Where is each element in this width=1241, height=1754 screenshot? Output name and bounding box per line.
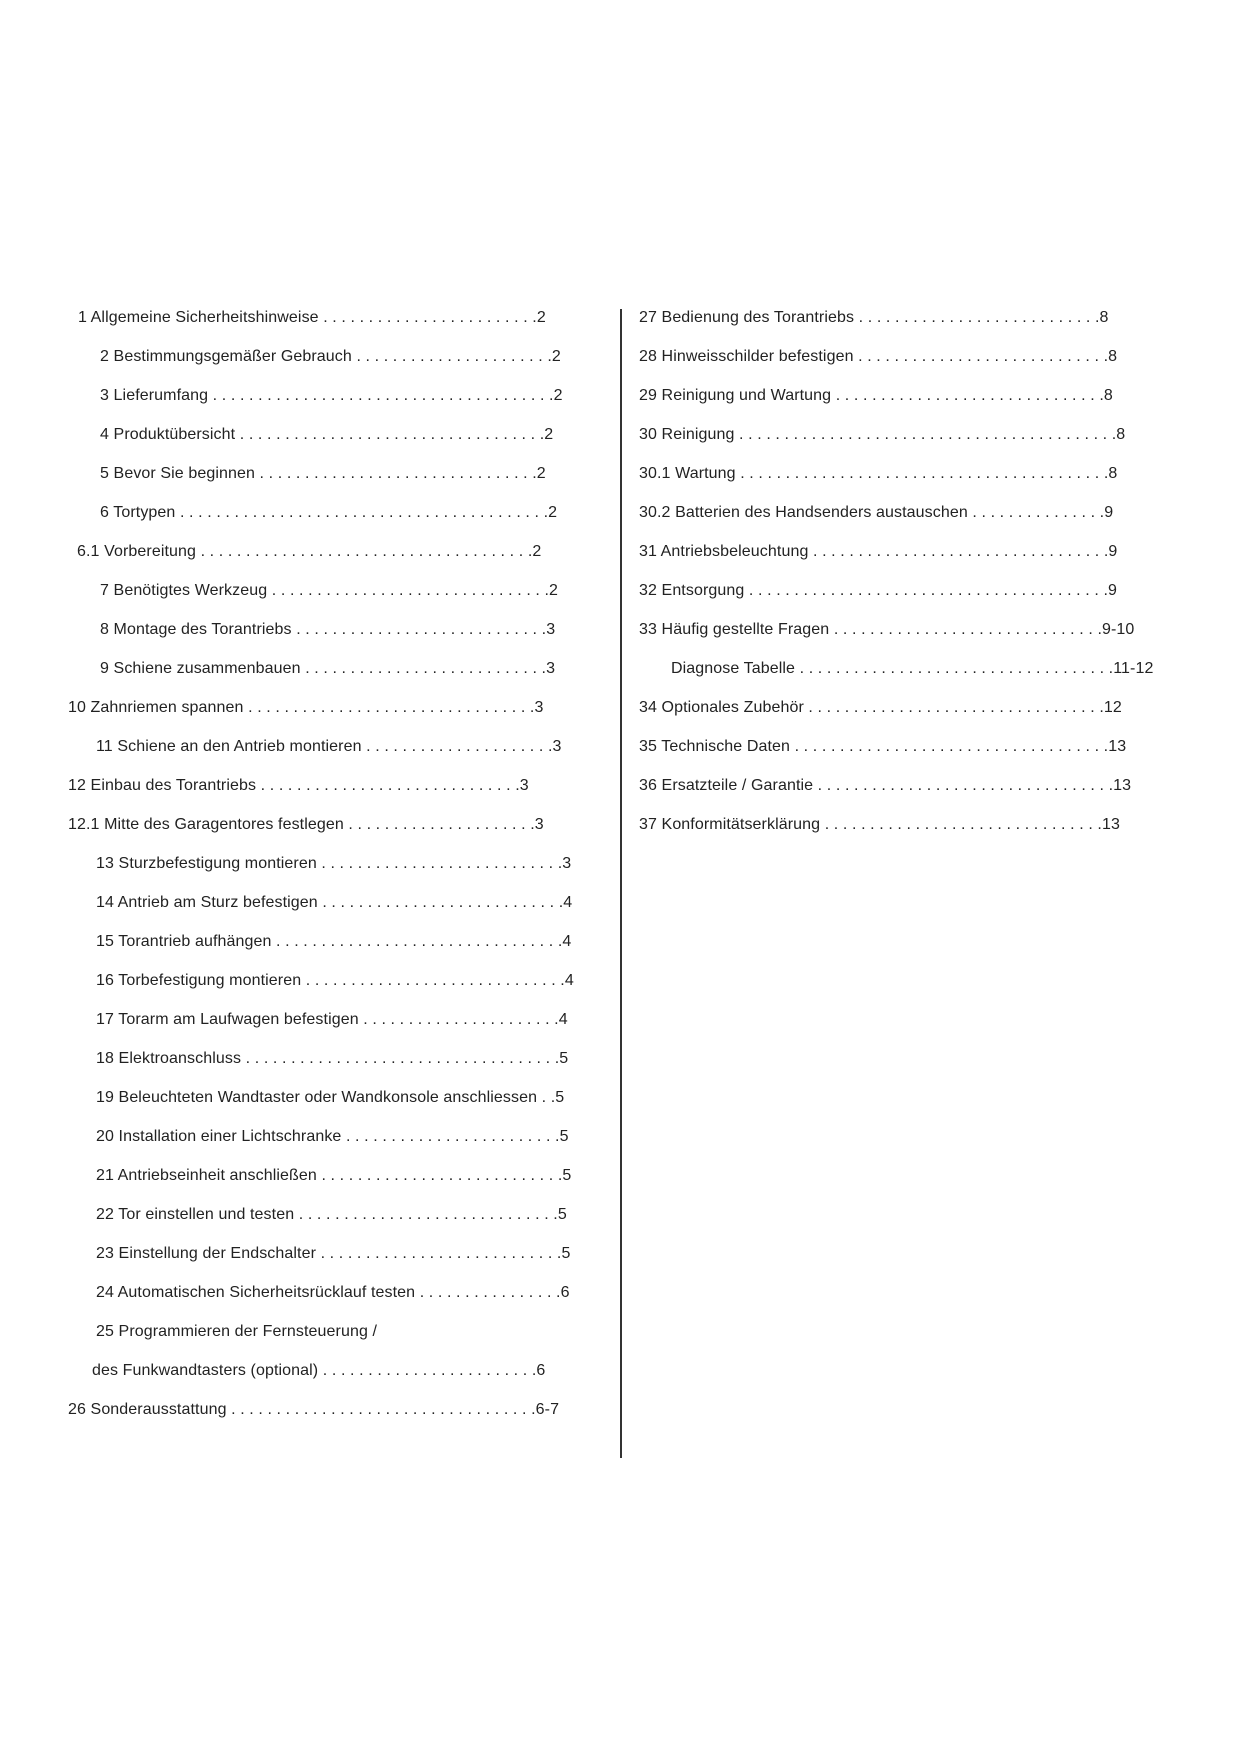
toc-entry — [96, 966, 574, 996]
toc-entry — [671, 654, 1153, 684]
toc-entry — [78, 303, 546, 333]
toc-entry-text: 19 Beleuchteten Wandtaster oder Wandkonsole anschliessen . .5 — [96, 1089, 565, 1106]
toc-entry — [68, 1395, 559, 1425]
toc-entry-text: 7 Benötigtes Werkzeug . . . . . . . . . . . . . . . . . . . . . . . . . . . . . . .2 — [100, 582, 559, 599]
toc-entry-text: 12.1 Mitte des Garagentores festlegen . . . . . . . . . . . . . . . . . . . . .3 — [68, 816, 544, 833]
toc-entry-text: 3 Lieferumfang . . . . . . . . . . . . . . . . . . . . . . . . . . . . . . . . . . . . . .2 — [100, 387, 563, 404]
toc-entry-text: Diagnose Tabelle . . . . . . . . . . . . . . . . . . . . . . . . . . . . . . . . . . .11-12 — [671, 660, 1154, 677]
toc-entry-text: 1 Allgemeine Sicherheitshinweise . . . . . . . . . . . . . . . . . . . . . . . .2 — [78, 309, 546, 326]
toc-entry — [100, 459, 546, 489]
toc-entry — [639, 381, 1113, 411]
toc-entry — [639, 303, 1109, 333]
toc-entry — [639, 420, 1125, 450]
toc-entry — [100, 654, 555, 684]
toc-entry — [100, 498, 557, 528]
toc-entry-text: 15 Torantrieb aufhängen . . . . . . . . . . . . . . . . . . . . . . . . . . . . . . . .4 — [96, 933, 572, 950]
toc-entry — [68, 693, 543, 723]
toc-entry-text: 11 Schiene an den Antrieb montieren . . . . . . . . . . . . . . . . . . . . .3 — [96, 738, 562, 755]
toc-entry — [100, 576, 558, 606]
toc-entry — [96, 1083, 564, 1113]
toc-entry — [96, 732, 562, 762]
toc-entry — [96, 849, 571, 879]
toc-entry-text: 17 Torarm am Laufwagen befestigen . . . . . . . . . . . . . . . . . . . . . .4 — [96, 1011, 568, 1028]
toc-entry — [96, 1005, 568, 1035]
toc-entry-text: 32 Entsorgung . . . . . . . . . . . . . . . . . . . . . . . . . . . . . . . . . . . . . . . .9 — [639, 582, 1118, 599]
toc-entry-text: 26 Sonderausstattung . . . . . . . . . . . . . . . . . . . . . . . . . . . . . . . . . .6-7 — [68, 1401, 560, 1418]
toc-entry-text: 37 Konformitätserklärung . . . . . . . . . . . . . . . . . . . . . . . . . . . . . . .13 — [639, 816, 1120, 833]
toc-entry — [96, 1317, 377, 1347]
toc-entry-text: 12 Einbau des Torantriebs . . . . . . . . . . . . . . . . . . . . . . . . . . . . .3 — [68, 777, 529, 794]
toc-entry-text: 30 Reinigung . . . . . . . . . . . . . . . . . . . . . . . . . . . . . . . . . . . . . . . . . .8 — [639, 426, 1126, 443]
toc-entry-text: 16 Torbefestigung montieren . . . . . . . . . . . . . . . . . . . . . . . . . . . . .4 — [96, 972, 574, 989]
toc-entry-text: 34 Optionales Zubehör . . . . . . . . . . . . . . . . . . . . . . . . . . . . . . . . .12 — [639, 699, 1122, 716]
toc-entry-text: 29 Reinigung und Wartung . . . . . . . . . . . . . . . . . . . . . . . . . . . . . .8 — [639, 387, 1113, 404]
toc-entry — [96, 1278, 570, 1308]
toc-entry-text: 6 Tortypen . . . . . . . . . . . . . . . . . . . . . . . . . . . . . . . . . . . . . . . . .2 — [100, 504, 558, 521]
toc-entry-text: 10 Zahnriemen spannen . . . . . . . . . . . . . . . . . . . . . . . . . . . . . . . .3 — [68, 699, 544, 716]
toc-entry-text: 13 Sturzbefestigung montieren . . . . . . . . . . . . . . . . . . . . . . . . . . .3 — [96, 855, 572, 872]
toc-entry-text: 24 Automatischen Sicherheitsrücklauf testen . . . . . . . . . . . . . . . .6 — [96, 1284, 570, 1301]
toc-entry — [639, 459, 1117, 489]
toc-entry — [100, 342, 561, 372]
toc-entry — [639, 615, 1134, 645]
toc-entry — [639, 810, 1120, 840]
toc-entry-text: 14 Antrieb am Sturz befestigen . . . . . . . . . . . . . . . . . . . . . . . . . . .4 — [96, 894, 573, 911]
toc-entry-text: 28 Hinweisschilder befestigen . . . . . . . . . . . . . . . . . . . . . . . . . . . .8 — [639, 348, 1118, 365]
toc-entry-text: 2 Bestimmungsgemäßer Gebrauch . . . . . . . . . . . . . . . . . . . . . .2 — [100, 348, 561, 365]
toc-entry-text: 31 Antriebsbeleuchtung . . . . . . . . . . . . . . . . . . . . . . . . . . . . . . . . .9 — [639, 543, 1118, 560]
toc-entry — [92, 1356, 545, 1386]
toc-entry — [100, 381, 563, 411]
toc-entry-text: 30.2 Batterien des Handsenders austauschen . . . . . . . . . . . . . . .9 — [639, 504, 1114, 521]
toc-entry-text: 33 Häufig gestellte Fragen . . . . . . . . . . . . . . . . . . . . . . . . . . . . . .9-10 — [639, 621, 1135, 638]
toc-entry — [96, 1200, 567, 1230]
toc-entry-text: 30.1 Wartung . . . . . . . . . . . . . . . . . . . . . . . . . . . . . . . . . . . . . . . . .8 — [639, 465, 1118, 482]
toc-entry — [96, 888, 572, 918]
toc-entry-text: 21 Antriebseinheit anschließen . . . . . . . . . . . . . . . . . . . . . . . . . . .5 — [96, 1167, 572, 1184]
toc-entry-text: 36 Ersatzteile / Garantie . . . . . . . . . . . . . . . . . . . . . . . . . . . . . . . . .13 — [639, 777, 1132, 794]
toc-entry — [100, 420, 553, 450]
toc-entry — [639, 342, 1117, 372]
toc-entry — [96, 1122, 569, 1152]
toc-entry-text: 6.1 Vorbereitung . . . . . . . . . . . . . . . . . . . . . . . . . . . . . . . . . . . . .2 — [77, 543, 542, 560]
toc-entry-text: 35 Technische Daten . . . . . . . . . . . . . . . . . . . . . . . . . . . . . . . . . . .13 — [639, 738, 1127, 755]
toc-entry — [96, 1239, 570, 1269]
toc-entry — [639, 498, 1113, 528]
toc-entry-text: 22 Tor einstellen und testen . . . . . . . . . . . . . . . . . . . . . . . . . . . . .5 — [96, 1206, 567, 1223]
toc-entry-text: 25 Programmieren der Fernsteuerung / — [96, 1323, 378, 1340]
toc-entry — [68, 771, 529, 801]
toc-entry — [77, 537, 541, 567]
toc-entry-text: 8 Montage des Torantriebs . . . . . . . . . . . . . . . . . . . . . . . . . . . .3 — [100, 621, 556, 638]
toc-entry — [96, 1161, 571, 1191]
toc-entry-text: 27 Bedienung des Torantriebs . . . . . . . . . . . . . . . . . . . . . . . . . . .8 — [639, 309, 1109, 326]
toc-entry — [100, 615, 555, 645]
toc-entry — [639, 576, 1117, 606]
toc-entry — [96, 927, 571, 957]
toc-entry — [639, 537, 1117, 567]
toc-entry — [639, 693, 1122, 723]
toc-entry — [96, 1044, 568, 1074]
toc-entry-text: 4 Produktübersicht . . . . . . . . . . . . . . . . . . . . . . . . . . . . . . . . . .2 — [100, 426, 554, 443]
toc-entry — [68, 810, 544, 840]
toc-entry — [639, 771, 1131, 801]
toc-entry-text: 18 Elektroanschluss . . . . . . . . . . . . . . . . . . . . . . . . . . . . . . . . . . .5 — [96, 1050, 569, 1067]
toc-entry-text: 5 Bevor Sie beginnen . . . . . . . . . . . . . . . . . . . . . . . . . . . . . . .2 — [100, 465, 546, 482]
toc-entry-text: 23 Einstellung der Endschalter . . . . . . . . . . . . . . . . . . . . . . . . . . .5 — [96, 1245, 571, 1262]
toc-entry-text: des Funkwandtasters (optional) . . . . . . . . . . . . . . . . . . . . . . . .6 — [92, 1362, 546, 1379]
toc-entry — [639, 732, 1126, 762]
column-divider — [620, 309, 622, 1458]
toc-entry-text: 20 Installation einer Lichtschranke . . . . . . . . . . . . . . . . . . . . . . . .5 — [96, 1128, 569, 1145]
toc-entry-text: 9 Schiene zusammenbauen . . . . . . . . . . . . . . . . . . . . . . . . . . .3 — [100, 660, 556, 677]
